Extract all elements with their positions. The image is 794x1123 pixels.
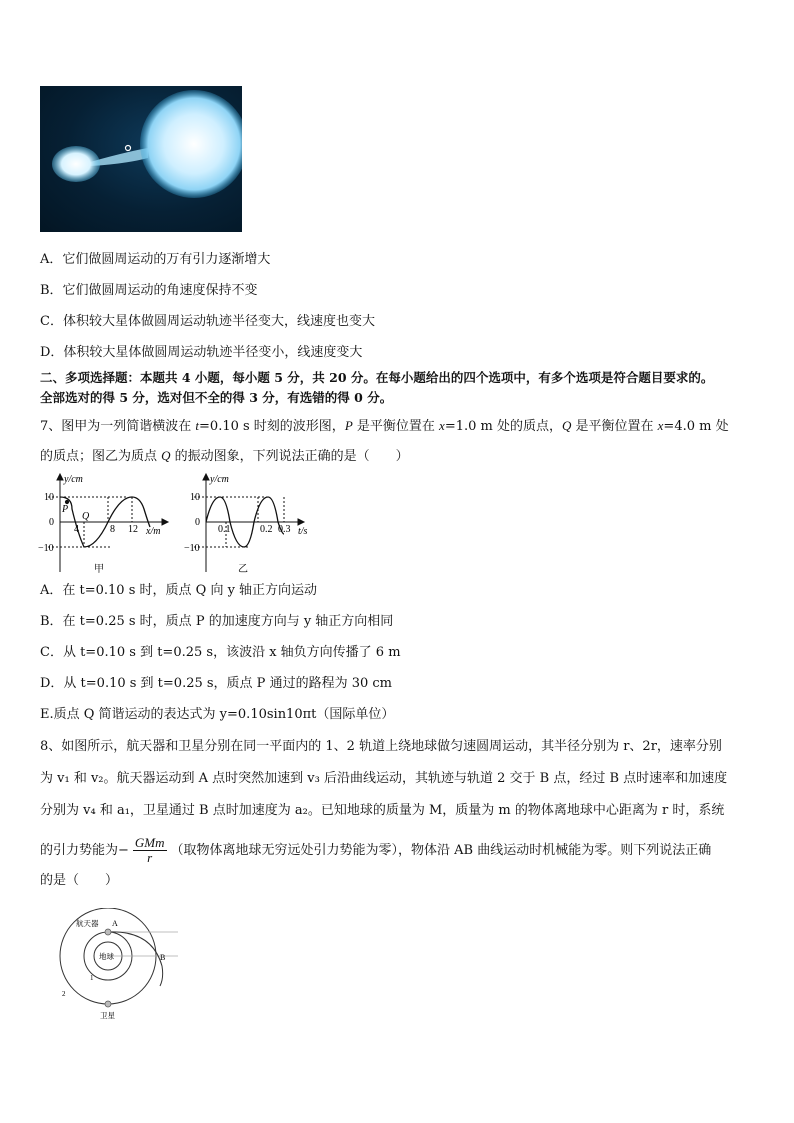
q7-option-d: D．从 t=0.10 s 到 t=0.25 s，质点 P 通过的路程为 30 cm xyxy=(40,676,392,691)
section2-heading-line1: 二、多项选择题：本题共 4 小题，每小题 5 分，共 20 分。在每小题给出的四个选项中，有多个选项是符合题目要求的。 xyxy=(40,370,714,385)
fraction-numerator: GMm xyxy=(134,835,165,850)
q7-stem-part: =4.0 m 处 xyxy=(663,419,729,434)
q8-stem-line5: 的是（ ） xyxy=(40,873,119,888)
yi-xtick: 0.1 xyxy=(218,524,231,535)
jia-q-label: Q xyxy=(82,511,90,522)
jia-caption: 甲 xyxy=(94,564,104,575)
q7-var-p: P xyxy=(344,418,353,433)
orbit2-label: 2 xyxy=(62,990,66,998)
fraction-denominator: r xyxy=(147,850,153,865)
section2-heading-line2: 全部选对的得 5 分，选对但不全的得 3 分，有选错的得 0 分。 xyxy=(40,390,393,405)
yi-xtick: 0.3 xyxy=(278,524,291,535)
jia-ytick-top: 10 xyxy=(44,492,54,503)
jia-xlabel: x/m xyxy=(146,526,161,537)
spacecraft-marker xyxy=(105,929,111,935)
binary-star-illustration xyxy=(40,86,242,232)
earth-label: 地球 xyxy=(99,952,114,961)
y-axis-arrow xyxy=(203,474,209,480)
q7-stem-part: 是平衡位置在 xyxy=(352,419,440,434)
yi-xtick: 0.2 xyxy=(260,524,273,535)
q7-stem-part: 7、图甲为一列简谐横波在 xyxy=(40,419,196,434)
q8-stem-line4 xyxy=(40,836,711,865)
jia-xtick: 8 xyxy=(110,524,115,535)
q7-stem-part: =1.0 m 处的质点， xyxy=(444,419,562,434)
q7-stem-part: 是平衡位置在 xyxy=(571,419,658,434)
binary-star-photo xyxy=(40,86,242,232)
q7-var-q: Q xyxy=(161,448,171,463)
q7-stem-part: 的质点；图乙为质点 xyxy=(40,449,162,464)
jia-xtick: 12 xyxy=(128,524,138,535)
q7-option-c: C．从 t=0.10 s 到 t=0.25 s，该波沿 x 轴负方向传播了 6 m xyxy=(40,645,401,660)
trajectory-ab xyxy=(108,932,166,986)
yi-ylabel: y/cm xyxy=(210,474,229,485)
spacecraft-label: 航天器 xyxy=(76,919,99,928)
q6-option-b: B．它们做圆周运动的角速度保持不变 xyxy=(40,283,258,298)
q7-var-q: Q xyxy=(561,418,572,433)
yi-xlabel: t/s xyxy=(298,526,308,537)
q8-stem-line2: 为 v₁ 和 v₂。航天器运动到 A 点时突然加速到 v₃ 后沿曲线运动，其轨迹与轨道 2 交于 B 点，经过 B 点时速率和加速度 xyxy=(40,771,728,786)
y-axis-arrow xyxy=(57,474,63,480)
q7-var-x: x xyxy=(439,418,445,433)
point-a-label: A xyxy=(112,919,118,928)
jia-p-label: P xyxy=(62,504,69,515)
t-axis-arrow xyxy=(298,519,304,525)
orbit-diagram xyxy=(52,908,192,1020)
q7-stem-line2 xyxy=(40,447,409,466)
jia-ylabel: y/cm xyxy=(64,474,83,485)
yi-caption: 乙 xyxy=(238,564,248,575)
point-b-label: B xyxy=(160,953,166,962)
satellite-label: 卫星 xyxy=(100,1011,115,1020)
jia-ytick-bottom: −10 xyxy=(38,543,54,554)
q8-stem-part: （取物体离地球无穷远处引力势能为零），物体沿 AB 曲线运动时机械能为零。则下列说法正确 xyxy=(170,843,712,858)
q7-var-t: t xyxy=(195,418,200,433)
q6-option-c: C．体积较大星体做圆周运动轨迹半径变大，线速度也变大 xyxy=(40,314,375,329)
q7-stem-part: =0.10 s 时刻的波形图， xyxy=(199,419,345,434)
yi-ytick-top: 10 xyxy=(190,492,200,503)
q6-option-a: A．它们做圆周运动的万有引力逐渐增大 xyxy=(40,252,271,267)
q6-option-d: D．体积较大星体做圆周运动轨迹半径变小，线速度变大 xyxy=(40,345,363,360)
q7-option-e: E.质点 Q 简谐运动的表达式为 y=0.10sin10πt（国际单位） xyxy=(40,707,395,722)
jia-ytick-zero: 0 xyxy=(49,517,54,528)
q8-stem-line1: 8、如图所示，航天器和卫星分别在同一平面内的 1、2 轨道上绕地球做匀速圆周运动，其半径分别为 r、2r，速率分别 xyxy=(40,739,722,754)
satellite-marker xyxy=(105,1001,111,1007)
x-axis-arrow xyxy=(162,519,168,525)
yi-ytick-bottom: −10 xyxy=(184,543,200,554)
q8-stem-part: 的引力势能为− xyxy=(40,843,129,858)
q7-option-a: A．在 t=0.10 s 时，质点 Q 向 y 轴正方向运动 xyxy=(40,583,318,598)
q7-var-x: x xyxy=(657,418,664,433)
q7-stem-part: 的振动图象，下列说法正确的是（ ） xyxy=(170,449,409,464)
q8-stem-line3: 分别为 v₄ 和 a₁，卫星通过 B 点时加速度为 a₂。已知地球的质量为 M，质量为 m 的物体离地球中心距离为 r 时，系统 xyxy=(40,803,725,818)
jia-xtick: 4 xyxy=(74,524,79,535)
orbit1-label: 1 xyxy=(90,974,94,982)
q7-option-b: B．在 t=0.25 s 时，质点 P 的加速度方向与 y 轴正方向相同 xyxy=(40,614,394,629)
q7-stem-line1 xyxy=(40,417,729,436)
vibration-graph-yi xyxy=(182,472,322,577)
yi-ytick-zero: 0 xyxy=(195,517,200,528)
wave-graph-jia xyxy=(36,472,176,577)
potential-fraction xyxy=(133,836,167,865)
